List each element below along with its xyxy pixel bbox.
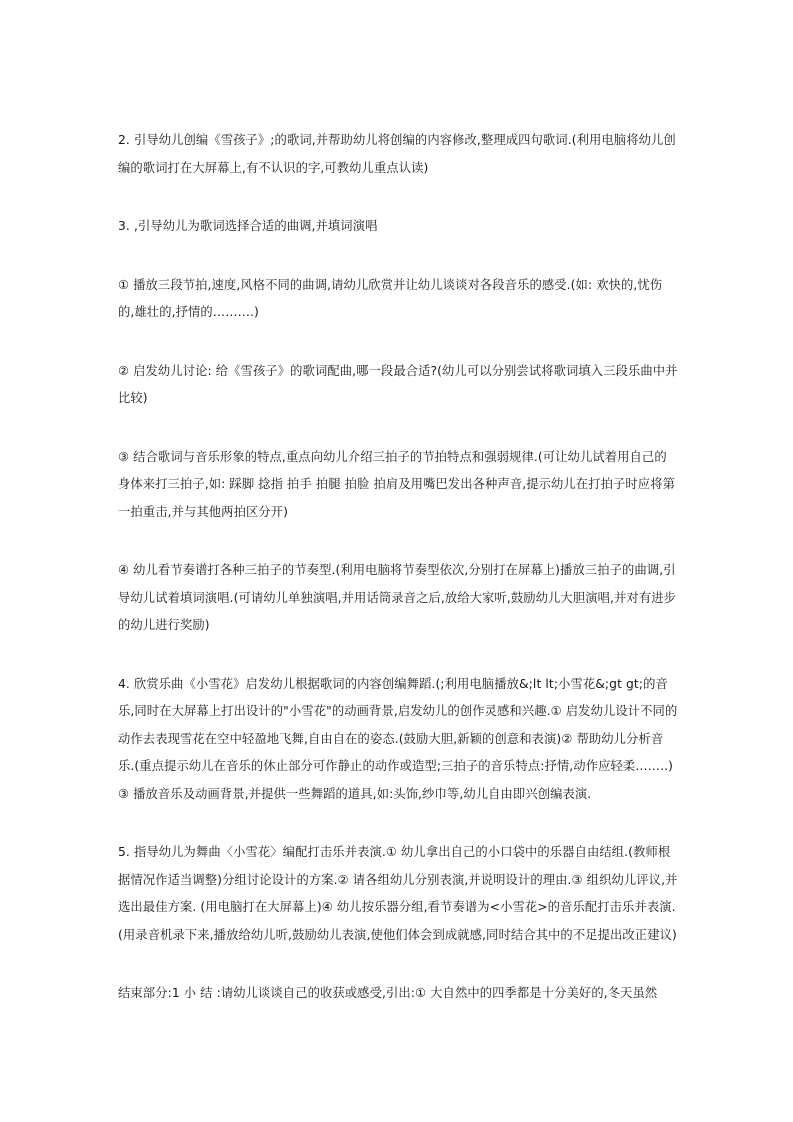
- paragraph-spacer: [118, 949, 678, 980]
- paragraph-spacer: [118, 808, 678, 839]
- paragraph-substep-3: ③ 结合歌词与音乐形象的特点,重点向幼儿介绍三拍子的节拍特点和强弱规律.(可让幼儿试着用自己的身体来打三拍子,如: 踩脚 捻指 拍手 拍腿 拍脸 拍肩及用嘴巴发出各种声音,提示幼儿在打拍子时应将第一拍重击,并与其他两拍区分开): [118, 449, 675, 519]
- paragraph-substep-1: ① 播放三段节拍,速度,风格不同的曲调,请幼儿欣赏并让幼儿谈谈对各段音乐的感受.(如: 欢快的,忧伤的,雄壮的,抒情的……….): [118, 277, 663, 319]
- paragraph-substep-2: ② 启发幼儿讨论: 给《雪孩子》的歌词配曲,哪一段最合适?(幼儿可以分别尝试将歌词填入三段乐曲中并比较): [118, 363, 678, 405]
- paragraph-step-4: 4. 欣赏乐曲《小雪花》启发幼儿根据歌词的内容创编舞蹈.(;利用电脑播放&;lt lt;小雪花&;gt gt;的音乐,同时在大屏幕上打出设计的"小雪花"的动画背景,启发幼儿的创作灵感和兴趣.① 启发幼儿设计不同的动作去表现雪花在空中轻盈地飞舞,自由自在的姿态.(鼓励大胆,新颖的创意和表演)② 帮助幼儿分析音乐.(重点提示幼儿在音乐的休止部分可作静止的动作或造型;三拍子的音乐特点:抒情,动作应轻柔……..)③ 播放音乐及动画背景,并提供一些舞蹈的道具,如:头饰,纱巾等,幼儿自由即兴创编表演.: [118, 676, 678, 801]
- paragraph-spacer: [118, 526, 678, 557]
- paragraph-spacer: [118, 327, 678, 358]
- paragraph-spacer: [118, 182, 678, 213]
- document-body: [118, 127, 678, 1008]
- paragraph-substep-4: ④ 幼儿看节奏谱打各种三拍子的节奏型.(利用电脑将节奏型依次,分别打在屏幕上)播放三拍子的曲调,引导幼儿试着填词演唱.(可请幼儿单独演唱,并用话筒录音之后,放给大家听,鼓励幼儿大胆演唱,并对有进步的幼儿进行奖励): [118, 563, 677, 632]
- paragraph-step-5: 5. 指导幼儿为舞曲〈小雪花〉编配打击乐并表演.① 幼儿拿出自己的小口袋中的乐器自由结组.(教师根据情况作适当调整)分组讨论设计的方案.② 请各组幼儿分别表演,并说明设计的理由.③ 组织幼儿评议,并选出最佳方案. (用电脑打在大屏幕上)④ 幼儿按乐器分组,看节奏谱为<小雪花>的音乐配打击乐并表演. (用录音机录下来,播放给幼儿听,鼓励幼儿表演,使他们体会到成就感,同时结合其中的不足提出改正建议): [118, 845, 678, 942]
- paragraph-step-2: 2. 引导幼儿创编《雪孩子》;的歌词,并帮助幼儿将创编的内容修改,整理成四句歌词.(利用电脑将幼儿创编的歌词打在大屏幕上,有不认识的字,可教幼儿重点认读): [118, 133, 676, 175]
- paragraph-step-3: 3. ,引导幼儿为歌词选择合适的曲调,并填词演唱: [118, 219, 378, 233]
- paragraph-spacer: [118, 241, 678, 272]
- paragraph-conclusion: 结束部分:1 小 结 :请幼儿谈谈自己的收获或感受,引出:① 大自然中的四季都是十分美好的,冬天虽然: [118, 986, 658, 1000]
- paragraph-spacer: [118, 640, 678, 671]
- paragraph-spacer: [118, 413, 678, 444]
